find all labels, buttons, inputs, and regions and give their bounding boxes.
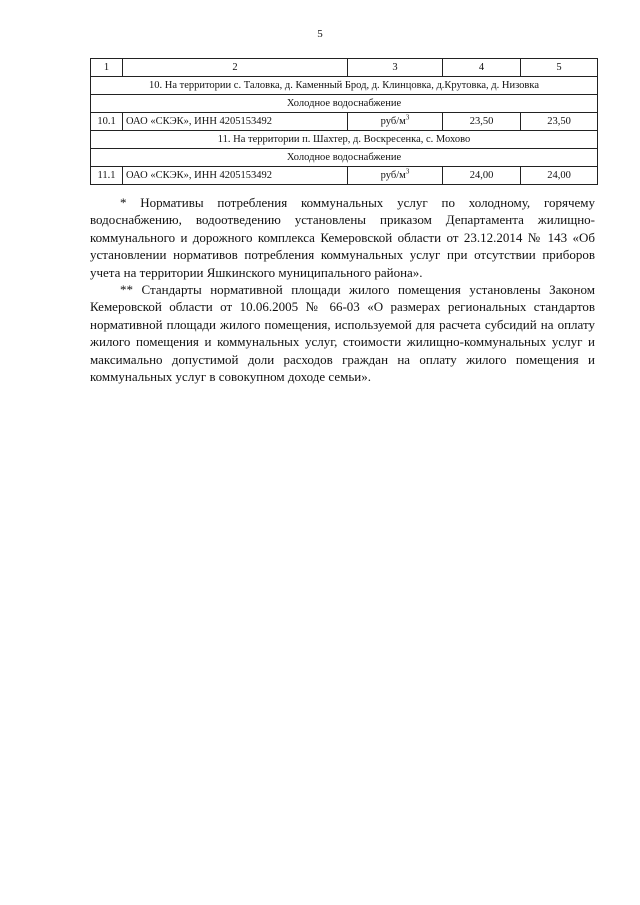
unit-superscript: 3 (405, 113, 410, 122)
row-unit (348, 113, 443, 131)
section-subtitle-row (91, 149, 598, 167)
section-title-row (91, 77, 598, 95)
section-title-row (91, 131, 598, 149)
footnotes (90, 194, 595, 385)
section-subtitle: Холодное водоснабжение (91, 149, 598, 167)
unit-text: руб/м (380, 170, 406, 181)
row-value-1: 23,50 (443, 113, 521, 131)
tariff-table (90, 58, 598, 185)
section-subtitle-row (91, 95, 598, 113)
row-value-2: 24,00 (521, 167, 598, 185)
section-subtitle: Холодное водоснабжение (91, 95, 598, 113)
table-header-row (91, 59, 598, 77)
table-row (91, 167, 598, 185)
unit-superscript: 3 (405, 167, 410, 176)
section-title: 10. На территории с. Таловка, д. Каменный Брод, д. Клинцовка, д.Крутовка, д. Низовка (91, 77, 598, 95)
row-number: 11.1 (91, 167, 123, 185)
section-title: 11. На территории п. Шахтер, д. Воскресенка, с. Мохово (91, 131, 598, 149)
row-value-1: 24,00 (443, 167, 521, 185)
row-organization: ОАО «СКЭК», ИНН 4205153492 (123, 167, 348, 185)
header-cell: 2 (123, 59, 348, 77)
row-number: 10.1 (91, 113, 123, 131)
header-cell: 5 (521, 59, 598, 77)
row-value-2: 23,50 (521, 113, 598, 131)
footnote-2: ** Стандарты нормативной площади жилого помещения установлены Законом Кемеровской области от 10.06.2005 № 66-03 «О размерах региональных стандартов нормативной площади жилого помещения, используемой для расчета субсидий на оплату жилого помещения и коммунальных услуг, стоимости жилищно-коммунальных услуг и максимально допустимой доли расходов граждан на оплату жилого помещения и коммунальных услуг в совокупном доходе семьи». (90, 282, 595, 385)
header-cell: 4 (443, 59, 521, 77)
header-cell: 3 (348, 59, 443, 77)
unit-text: руб/м (380, 116, 406, 127)
table-row (91, 113, 598, 131)
page-number: 5 (317, 28, 323, 40)
header-cell: 1 (91, 59, 123, 77)
footnote-1: * Нормативы потребления коммунальных услуг по холодному, горячему водоснабжению, водоотведению установлены приказом Департамента жилищно-коммунального и дорожного комплекса Кемеровской области от 23.12.2014 № 143 «Об установлении нормативов потребления коммунальных услуг при отсутствии приборов учета на территории Яшкинского муниципального района». (90, 195, 595, 280)
row-organization: ОАО «СКЭК», ИНН 4205153492 (123, 113, 348, 131)
row-unit (348, 167, 443, 185)
